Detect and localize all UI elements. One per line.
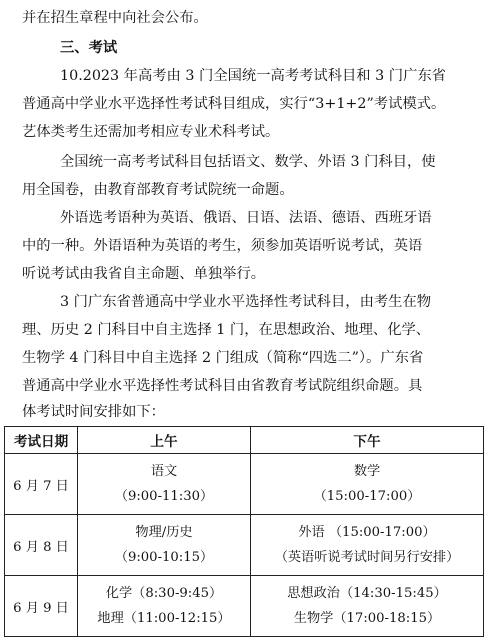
date-cell: 6 月 7 日: [5, 454, 78, 515]
subject-time: 地理（11:00-12:15）: [97, 611, 231, 626]
pm-cell: [251, 515, 484, 576]
subject: 物理/历史: [135, 525, 193, 540]
pm-cell: [251, 576, 484, 637]
paragraph-line: 体考试时间安排如下：: [22, 404, 165, 420]
paragraph-line: 用全国卷，由教育部教育考试院统一命题。: [22, 182, 294, 198]
time: （15:00-17:00）: [313, 489, 421, 504]
table-row: [5, 454, 484, 515]
paragraph-line: 艺体类考生还需加考相应专业术科考试。: [22, 124, 280, 140]
date-cell: 6 月 8 日: [5, 515, 78, 576]
subject-time: 思想政治（14:30-15:45）: [287, 586, 447, 601]
note: （英语听说考试时间另行安排）: [274, 550, 460, 565]
time: （9:00-10:15）: [114, 550, 214, 565]
paragraph-line: 理、历史 2 门科目中自主选择 1 门，在思想政治、地理、化学、: [22, 322, 431, 338]
paragraph-line: 中的一种。外语语种为英语的考生，须参加英语听说考试，英语: [22, 238, 423, 254]
paragraph-line: 普通高中学业水平选择性考试科目组成，实行“3+1+2”考试模式。: [22, 96, 446, 112]
header-date: 考试日期: [5, 427, 78, 454]
am-cell: [78, 515, 251, 576]
time: （9:00-11:30）: [114, 489, 214, 504]
header-am: 上午: [78, 427, 251, 454]
paragraph-line: 全国统一高考考试科目包括语文、数学、外语 3 门科目，使: [60, 154, 436, 170]
am-cell: [78, 454, 251, 515]
subject-time: 生物学（17:00-18:15）: [293, 611, 441, 626]
paragraph-line: 生物学 4 门科目中自主选择 2 门组成（简称“四选二”）。广东省: [22, 350, 424, 366]
paragraph-line: 普通高中学业水平选择性考试科目由省教育考试院组织命题。具: [22, 378, 423, 394]
subject: 外语 （15:00-17:00）: [298, 525, 436, 540]
table-row: [5, 515, 484, 576]
table-row: [5, 576, 484, 637]
header-pm: 下午: [251, 427, 484, 454]
paragraph-line: 并在招生章程中向社会公布。: [22, 10, 208, 26]
paragraph-line: 10.2023 年高考由 3 门全国统一高考考试科目和 3 门广东省: [60, 68, 446, 84]
section-heading: 三、考试: [60, 40, 118, 56]
paragraph-line: 外语选考语种为英语、俄语、日语、法语、德语、西班牙语: [60, 210, 432, 226]
subject-time: 化学（8:30-9:45）: [105, 586, 223, 601]
am-cell: [78, 576, 251, 637]
paragraph-line: 3 门广东省普通高中学业水平选择性考试科目，由考生在物: [60, 294, 432, 310]
table-header-row: [5, 427, 484, 454]
date-cell: 6 月 9 日: [5, 576, 78, 637]
subject: 语文: [150, 464, 178, 479]
paragraph-line: 听说考试由我省自主命题、单独举行。: [22, 266, 266, 282]
pm-cell: [251, 454, 484, 515]
subject: 数学: [353, 464, 381, 479]
exam-schedule-table: [4, 426, 484, 637]
